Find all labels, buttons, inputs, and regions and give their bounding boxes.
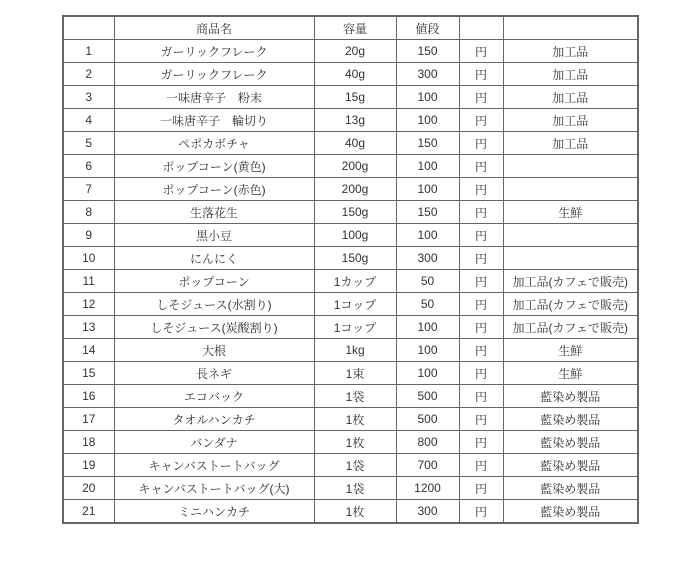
table-row bbox=[63, 40, 638, 63]
table-row bbox=[63, 109, 638, 132]
cell-no: 13 bbox=[63, 316, 114, 339]
cell-name: 一味唐辛子 輪切り bbox=[114, 109, 314, 132]
cell-no: 3 bbox=[63, 86, 114, 109]
cell-name: キャンバストートバッグ(大) bbox=[114, 477, 314, 500]
cell-category: 加工品 bbox=[503, 132, 638, 155]
cell-no: 8 bbox=[63, 201, 114, 224]
cell-price: 700 bbox=[396, 454, 459, 477]
cell-category: 生鮮 bbox=[503, 339, 638, 362]
cell-unit: 円 bbox=[459, 385, 503, 408]
cell-unit: 円 bbox=[459, 63, 503, 86]
cell-amount: 1枚 bbox=[314, 500, 396, 524]
cell-name: ガーリックフレーク bbox=[114, 40, 314, 63]
cell-amount: 1カップ bbox=[314, 270, 396, 293]
cell-unit: 円 bbox=[459, 316, 503, 339]
table-row bbox=[63, 224, 638, 247]
cell-price: 100 bbox=[396, 155, 459, 178]
cell-price: 100 bbox=[396, 316, 459, 339]
cell-no: 15 bbox=[63, 362, 114, 385]
cell-category: 藍染め製品 bbox=[503, 454, 638, 477]
cell-price: 100 bbox=[396, 339, 459, 362]
cell-name: 一味唐辛子 粉末 bbox=[114, 86, 314, 109]
table-row bbox=[63, 339, 638, 362]
header-category bbox=[503, 16, 638, 40]
cell-category bbox=[503, 247, 638, 270]
cell-unit: 円 bbox=[459, 500, 503, 524]
cell-price: 300 bbox=[396, 247, 459, 270]
cell-no: 21 bbox=[63, 500, 114, 524]
cell-amount: 1枚 bbox=[314, 431, 396, 454]
cell-name: ポップコーン bbox=[114, 270, 314, 293]
cell-category: 加工品(カフェで販売) bbox=[503, 293, 638, 316]
cell-category: 生鮮 bbox=[503, 201, 638, 224]
cell-name: 生落花生 bbox=[114, 201, 314, 224]
cell-amount: 20g bbox=[314, 40, 396, 63]
cell-unit: 円 bbox=[459, 178, 503, 201]
table-row bbox=[63, 431, 638, 454]
cell-price: 500 bbox=[396, 385, 459, 408]
header-no bbox=[63, 16, 114, 40]
table-row bbox=[63, 155, 638, 178]
cell-price: 100 bbox=[396, 86, 459, 109]
header-amount: 容量 bbox=[314, 16, 396, 40]
cell-price: 50 bbox=[396, 293, 459, 316]
cell-price: 300 bbox=[396, 63, 459, 86]
cell-amount: 13g bbox=[314, 109, 396, 132]
cell-amount: 15g bbox=[314, 86, 396, 109]
cell-category: 加工品 bbox=[503, 63, 638, 86]
cell-price: 300 bbox=[396, 500, 459, 524]
cell-price: 800 bbox=[396, 431, 459, 454]
cell-category: 生鮮 bbox=[503, 362, 638, 385]
cell-name: タオルハンカチ bbox=[114, 408, 314, 431]
cell-name: ミニハンカチ bbox=[114, 500, 314, 524]
cell-name: しそジュース(水割り) bbox=[114, 293, 314, 316]
cell-unit: 円 bbox=[459, 132, 503, 155]
cell-amount: 1コップ bbox=[314, 316, 396, 339]
cell-name: にんにく bbox=[114, 247, 314, 270]
cell-amount: 200g bbox=[314, 178, 396, 201]
cell-amount: 1束 bbox=[314, 362, 396, 385]
cell-price: 150 bbox=[396, 132, 459, 155]
cell-no: 9 bbox=[63, 224, 114, 247]
table-row bbox=[63, 178, 638, 201]
cell-amount: 1袋 bbox=[314, 454, 396, 477]
cell-price: 100 bbox=[396, 178, 459, 201]
cell-price: 100 bbox=[396, 224, 459, 247]
cell-unit: 円 bbox=[459, 86, 503, 109]
cell-name: キャンバストートバッグ bbox=[114, 454, 314, 477]
cell-amount: 200g bbox=[314, 155, 396, 178]
cell-amount: 1コップ bbox=[314, 293, 396, 316]
table-row bbox=[63, 316, 638, 339]
cell-category: 藍染め製品 bbox=[503, 408, 638, 431]
cell-price: 100 bbox=[396, 362, 459, 385]
cell-price: 50 bbox=[396, 270, 459, 293]
cell-amount: 100g bbox=[314, 224, 396, 247]
table-row bbox=[63, 132, 638, 155]
cell-no: 11 bbox=[63, 270, 114, 293]
cell-unit: 円 bbox=[459, 247, 503, 270]
cell-amount: 150g bbox=[314, 201, 396, 224]
cell-unit: 円 bbox=[459, 339, 503, 362]
cell-price: 100 bbox=[396, 109, 459, 132]
cell-unit: 円 bbox=[459, 109, 503, 132]
cell-no: 14 bbox=[63, 339, 114, 362]
cell-no: 19 bbox=[63, 454, 114, 477]
cell-no: 5 bbox=[63, 132, 114, 155]
header-unit bbox=[459, 16, 503, 40]
table-row bbox=[63, 408, 638, 431]
cell-unit: 円 bbox=[459, 155, 503, 178]
header-name: 商品名 bbox=[114, 16, 314, 40]
cell-no: 7 bbox=[63, 178, 114, 201]
cell-name: 黒小豆 bbox=[114, 224, 314, 247]
table-row bbox=[63, 477, 638, 500]
cell-unit: 円 bbox=[459, 362, 503, 385]
cell-name: ポップコーン(赤色) bbox=[114, 178, 314, 201]
cell-unit: 円 bbox=[459, 201, 503, 224]
cell-unit: 円 bbox=[459, 40, 503, 63]
table-row bbox=[63, 293, 638, 316]
cell-amount: 1袋 bbox=[314, 477, 396, 500]
cell-name: ペポカボチャ bbox=[114, 132, 314, 155]
header-price: 値段 bbox=[396, 16, 459, 40]
cell-amount: 1枚 bbox=[314, 408, 396, 431]
product-price-table bbox=[62, 15, 639, 524]
cell-no: 12 bbox=[63, 293, 114, 316]
cell-price: 150 bbox=[396, 40, 459, 63]
cell-no: 20 bbox=[63, 477, 114, 500]
header-row bbox=[63, 16, 638, 40]
table-row bbox=[63, 201, 638, 224]
table-row bbox=[63, 247, 638, 270]
cell-name: しそジュース(炭酸割り) bbox=[114, 316, 314, 339]
cell-category: 藍染め製品 bbox=[503, 500, 638, 524]
cell-category: 加工品 bbox=[503, 109, 638, 132]
cell-category bbox=[503, 224, 638, 247]
cell-no: 16 bbox=[63, 385, 114, 408]
cell-amount: 40g bbox=[314, 63, 396, 86]
cell-category: 藍染め製品 bbox=[503, 431, 638, 454]
cell-price: 500 bbox=[396, 408, 459, 431]
cell-no: 4 bbox=[63, 109, 114, 132]
cell-unit: 円 bbox=[459, 454, 503, 477]
table-row bbox=[63, 362, 638, 385]
cell-amount: 1袋 bbox=[314, 385, 396, 408]
cell-unit: 円 bbox=[459, 270, 503, 293]
cell-amount: 40g bbox=[314, 132, 396, 155]
cell-amount: 1kg bbox=[314, 339, 396, 362]
cell-category bbox=[503, 178, 638, 201]
cell-category: 藍染め製品 bbox=[503, 385, 638, 408]
table-row bbox=[63, 86, 638, 109]
cell-no: 2 bbox=[63, 63, 114, 86]
cell-category: 加工品(カフェで販売) bbox=[503, 316, 638, 339]
table-row bbox=[63, 454, 638, 477]
cell-price: 150 bbox=[396, 201, 459, 224]
cell-no: 10 bbox=[63, 247, 114, 270]
cell-name: 長ネギ bbox=[114, 362, 314, 385]
cell-unit: 円 bbox=[459, 224, 503, 247]
cell-price: 1200 bbox=[396, 477, 459, 500]
cell-name: エコバック bbox=[114, 385, 314, 408]
cell-unit: 円 bbox=[459, 431, 503, 454]
cell-name: 大根 bbox=[114, 339, 314, 362]
cell-unit: 円 bbox=[459, 477, 503, 500]
cell-no: 18 bbox=[63, 431, 114, 454]
cell-name: ポップコーン(黄色) bbox=[114, 155, 314, 178]
cell-no: 6 bbox=[63, 155, 114, 178]
cell-name: バンダナ bbox=[114, 431, 314, 454]
cell-category: 加工品 bbox=[503, 40, 638, 63]
table-row bbox=[63, 270, 638, 293]
cell-category: 加工品(カフェで販売) bbox=[503, 270, 638, 293]
cell-category: 藍染め製品 bbox=[503, 477, 638, 500]
cell-category: 加工品 bbox=[503, 86, 638, 109]
table-row bbox=[63, 500, 638, 524]
cell-unit: 円 bbox=[459, 408, 503, 431]
cell-unit: 円 bbox=[459, 293, 503, 316]
table-row bbox=[63, 63, 638, 86]
cell-no: 1 bbox=[63, 40, 114, 63]
cell-amount: 150g bbox=[314, 247, 396, 270]
table-row bbox=[63, 385, 638, 408]
table-body bbox=[63, 40, 638, 524]
cell-category bbox=[503, 155, 638, 178]
cell-no: 17 bbox=[63, 408, 114, 431]
cell-name: ガーリックフレーク bbox=[114, 63, 314, 86]
